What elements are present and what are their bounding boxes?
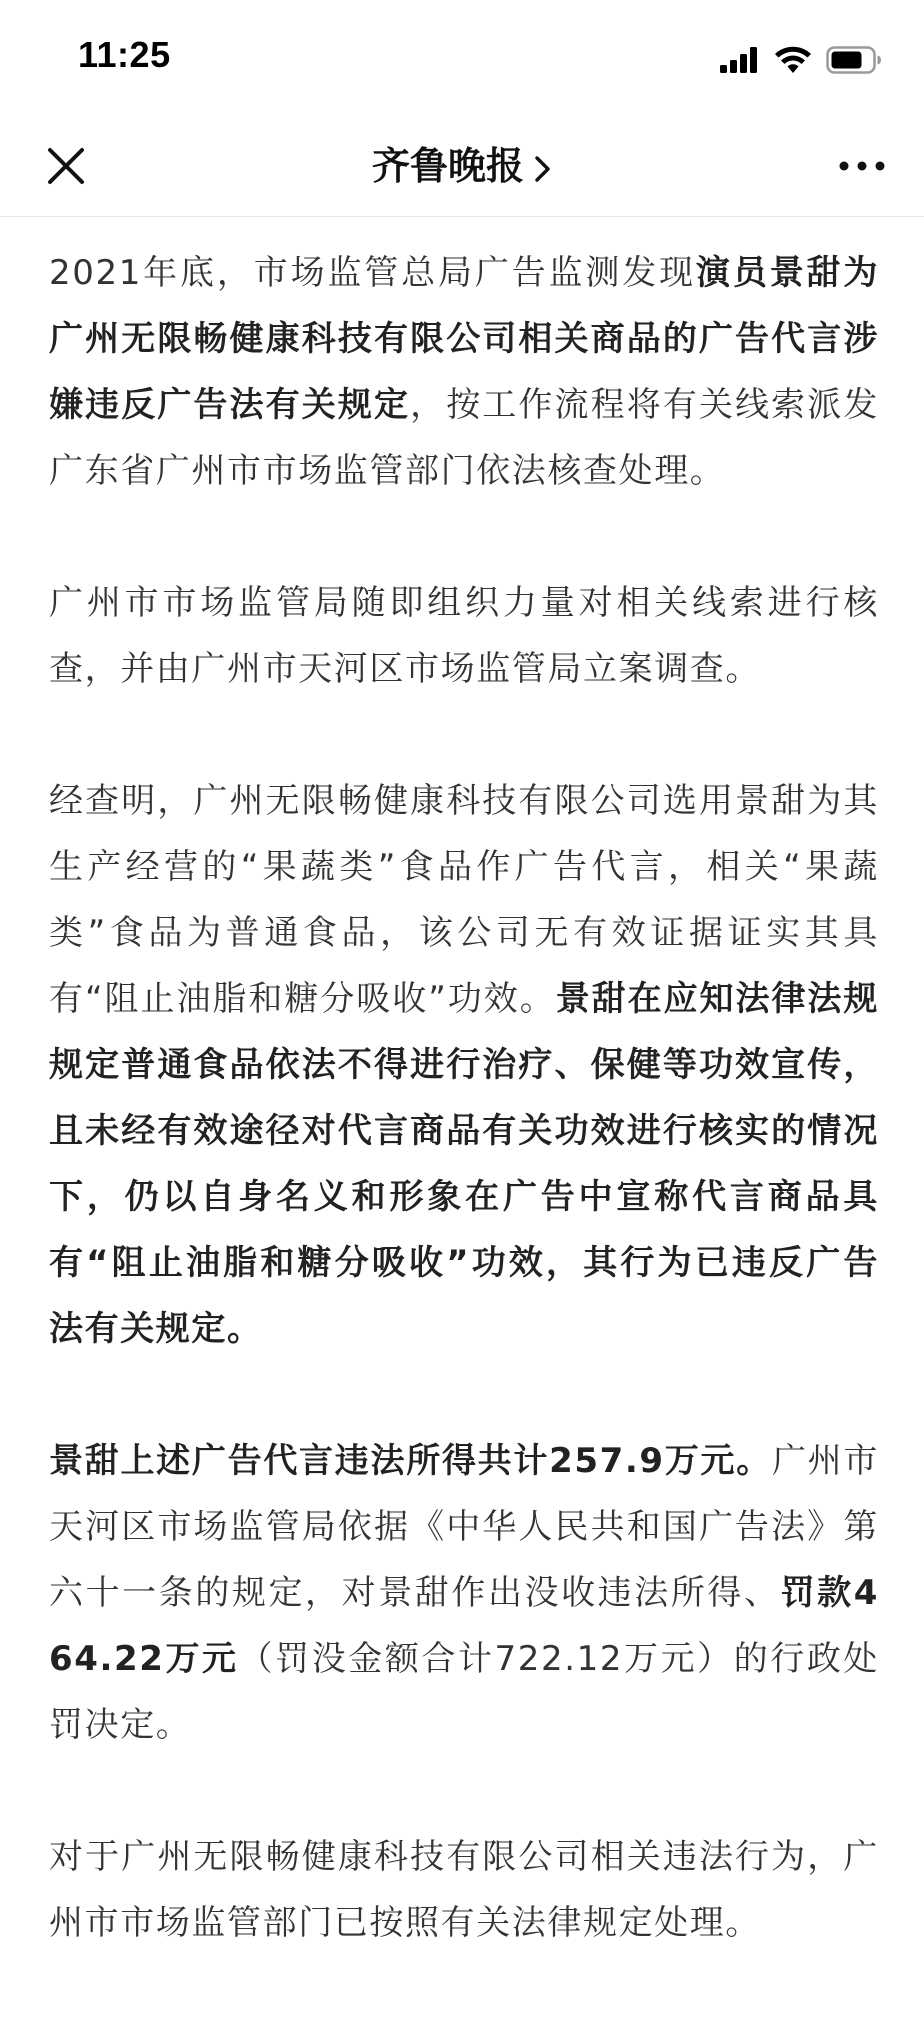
account-name: 齐鲁晚报 <box>371 144 524 188</box>
article-paragraph <box>49 1824 879 1956</box>
text-run: （罚没金额合计722.12万元）的行政处罚决定。 <box>49 1639 879 1745</box>
bold-text-run: 演员景甜为广州无限畅健康科技有限公司相关商品的广告代言涉嫌违反广告法有关规定 <box>49 253 879 425</box>
article-paragraph <box>49 570 879 702</box>
wifi-icon <box>774 46 812 74</box>
status-bar <box>0 0 924 118</box>
nav-bar <box>0 118 924 217</box>
bold-text-run: 景甜在应知法律法规规定普通食品依法不得进行治疗、保健等功效宣传，且未经有效途径对代言商品有关功效进行核实的情况下，仍以自身名义和形象在广告中宣称代言商品具有“阻止油脂和糖分吸收”功效，其行为已违反广告法有关规定。 <box>49 979 879 1349</box>
article-paragraph <box>49 1428 879 1758</box>
text-run: 经查明，广州无限畅健康科技有限公司选用景甜为其生产经营的“果蔬类”食品作广告代言，相关“果蔬类”食品为普通食品，该公司无有效证据证实其具有“阻止油脂和糖分吸收”功效。 <box>49 781 879 1019</box>
article-paragraph <box>49 240 879 504</box>
battery-icon <box>826 46 882 74</box>
account-name-link[interactable] <box>0 138 924 194</box>
more-options-icon[interactable] <box>838 154 886 178</box>
text-run: 广州市天河区市场监管局依据《中华人民共和国广告法》第六十一条的规定，对景甜作出没收违法所得、 <box>49 1441 879 1613</box>
text-run: 2021年底，市场监管总局广告监测发现 <box>49 253 696 293</box>
chevron-right-icon <box>534 154 552 184</box>
text-run: 广州市市场监管局随即组织力量对相关线索进行核查，并由广州市天河区市场监管局立案调查。 <box>49 583 879 689</box>
bold-text-run: 罚款464.22万元 <box>49 1573 879 1679</box>
status-icons <box>720 40 882 80</box>
text-run: 对于广州无限畅健康科技有限公司相关违法行为，广州市市场监管部门已按照有关法律规定处理。 <box>49 1837 879 1943</box>
bold-text-run: 景甜上述广告代言违法所得共计257.9万元。 <box>49 1441 772 1481</box>
article-paragraph <box>49 768 879 1362</box>
text-run: ，按工作流程将有关线索派发广东省广州市市场监管部门依法核查处理。 <box>49 385 879 491</box>
status-time: 11:25 <box>78 34 171 75</box>
article-body <box>49 240 879 2022</box>
cellular-signal-icon <box>720 47 760 73</box>
